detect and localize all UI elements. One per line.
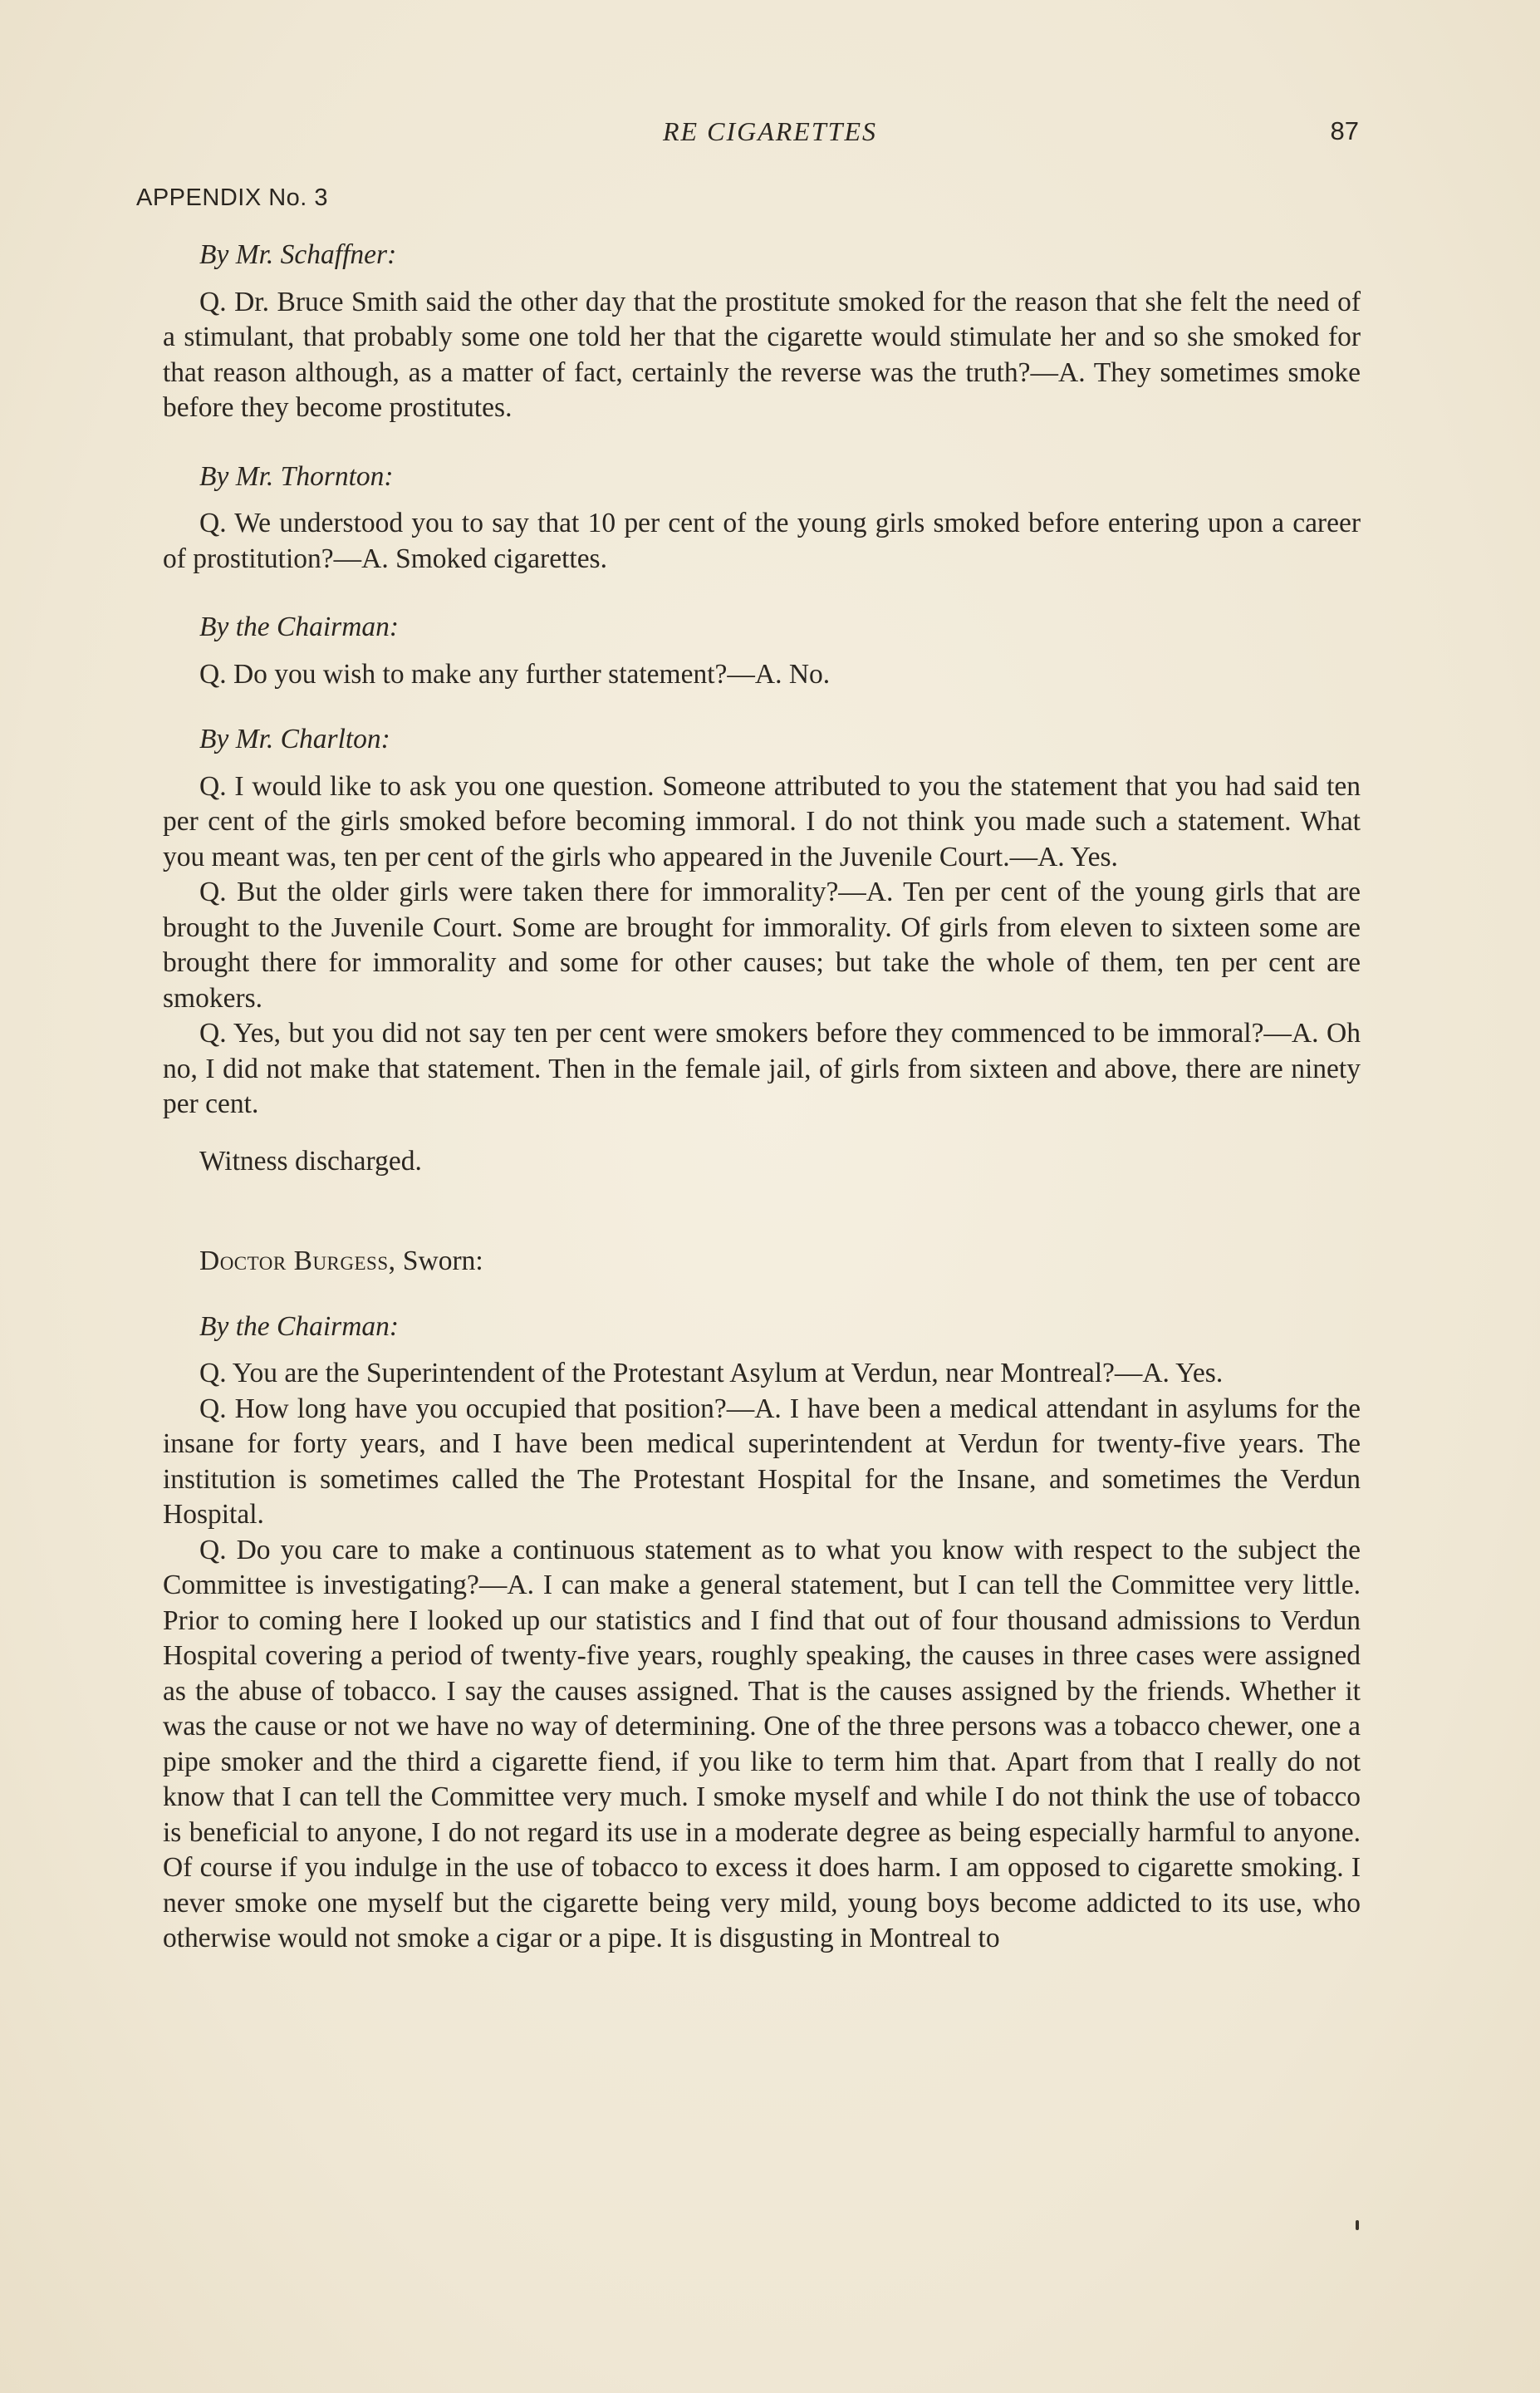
witness-sworn-heading (163, 1244, 1361, 1280)
examiner-byline: By Mr. Schaffner: (199, 239, 397, 270)
question-answer-paragraph: Q. Yes, but you did not say ten per cent were smokers before they commenced to be immoral?—A. Oh no, I did not make that statement. Then in the female jail, of girls from sixteen and above, there are ninety per cent. (163, 1018, 1361, 1119)
examiner-byline: By the Chairman: (199, 612, 400, 642)
testimony-body (163, 238, 1361, 1957)
examiner-byline: By Mr. Charlton: (199, 724, 390, 754)
appendix-label: APPENDIX No. 3 (136, 184, 329, 211)
page-header (0, 116, 1540, 158)
question-answer-paragraph: Q. Do you wish to make any further statement?—A. No. (199, 658, 831, 690)
question-answer-paragraph: Q. We understood you to say that 10 per cent of the young girls smoked before entering upon a career of prostitution?—A. Smoked cigarettes. (163, 508, 1361, 574)
witness-discharged: Witness discharged. (199, 1145, 422, 1177)
examiner-byline: By the Chairman: (199, 1310, 400, 1342)
question-answer-paragraph: Q. But the older girls were taken there for immorality?—A. Ten per cent of the young girls that are brought to the Juvenile Court. Some are brought for immorality. Of girls from eleven to sixteen some are brought there for immorality and some for other causes; but take the whole of them, ten per cent are smokers. (163, 877, 1361, 1014)
witness-name: Doctor Burgess, (199, 1246, 396, 1276)
ink-mark (1356, 2220, 1359, 2230)
sworn-label: Sworn: (395, 1246, 483, 1276)
question-answer-paragraph: Q. I would like to ask you one question. Someone attributed to you the statement that you had said ten per cent of the girls smoked before becoming immoral. I do not think you made such a statement. What you meant was, ten per cent of the girls who appeared in the Juvenile Court.—A. Yes. (163, 770, 1361, 872)
running-head: RE CIGARETTES (663, 116, 877, 146)
question-answer-paragraph: Q. Do you care to make a continuous statement as to what you know with respect to the subject the Committee is investigating?—A. I can make a general statement, but I can tell the Committee very little. Prior to coming here I looked up our statistics and I find that out of four thousand admissions to Verdun Hospital covering a period of twenty-five years, roughly speaking, the causes in three cases were assigned as the abuse of tobacco. I say the causes assigned. That is the causes assigned by the friends. Whether it was the cause or not we have no way of determining. One of the three persons was a tobacco chewer, one a pipe smoker and the third a cigarette fiend, if you like to term him that. Apart from that I really do not know that I can tell the Committee very much. I smoke myself and while I do not think the use of tobacco is beneficial to anyone, I do not regard its use in a moderate degree as being especially harmful to anyone. Of course if you indulge in the use of tobacco to excess it does harm. I am opposed to cigarette smoking. I never smoke one myself but the cigarette being very mild, young boys become addicted to its use, who otherwise would not smoke a cigar or a pipe. It is disgusting in Montreal to (163, 1534, 1361, 1953)
question-answer-paragraph: Q. You are the Superintendent of the Protestant Asylum at Verdun, near Montreal?—A. Yes. (199, 1358, 1224, 1388)
page-number: 87 (1330, 116, 1359, 145)
question-answer-paragraph: Q. How long have you occupied that position?—A. I have been a medical attendant in asylums for the insane for forty years, and I have been medical superintendent at Verdun for twenty-five years. The institution is sometimes called the The Protestant Hospital for the Insane, and sometimes the Verdun Hospital. (163, 1393, 1361, 1530)
question-answer-paragraph: Q. Dr. Bruce Smith said the other day that the prostitute smoked for the reason that she felt the need of a stimulant, that probably some one told her that the cigarette would stimulate her and so she smoked for that reason although, as a matter of fact, certainly the reverse was the truth?—A. They sometimes smoke before they become prostitutes. (163, 286, 1361, 423)
examiner-byline: By Mr. Thornton: (199, 460, 394, 492)
